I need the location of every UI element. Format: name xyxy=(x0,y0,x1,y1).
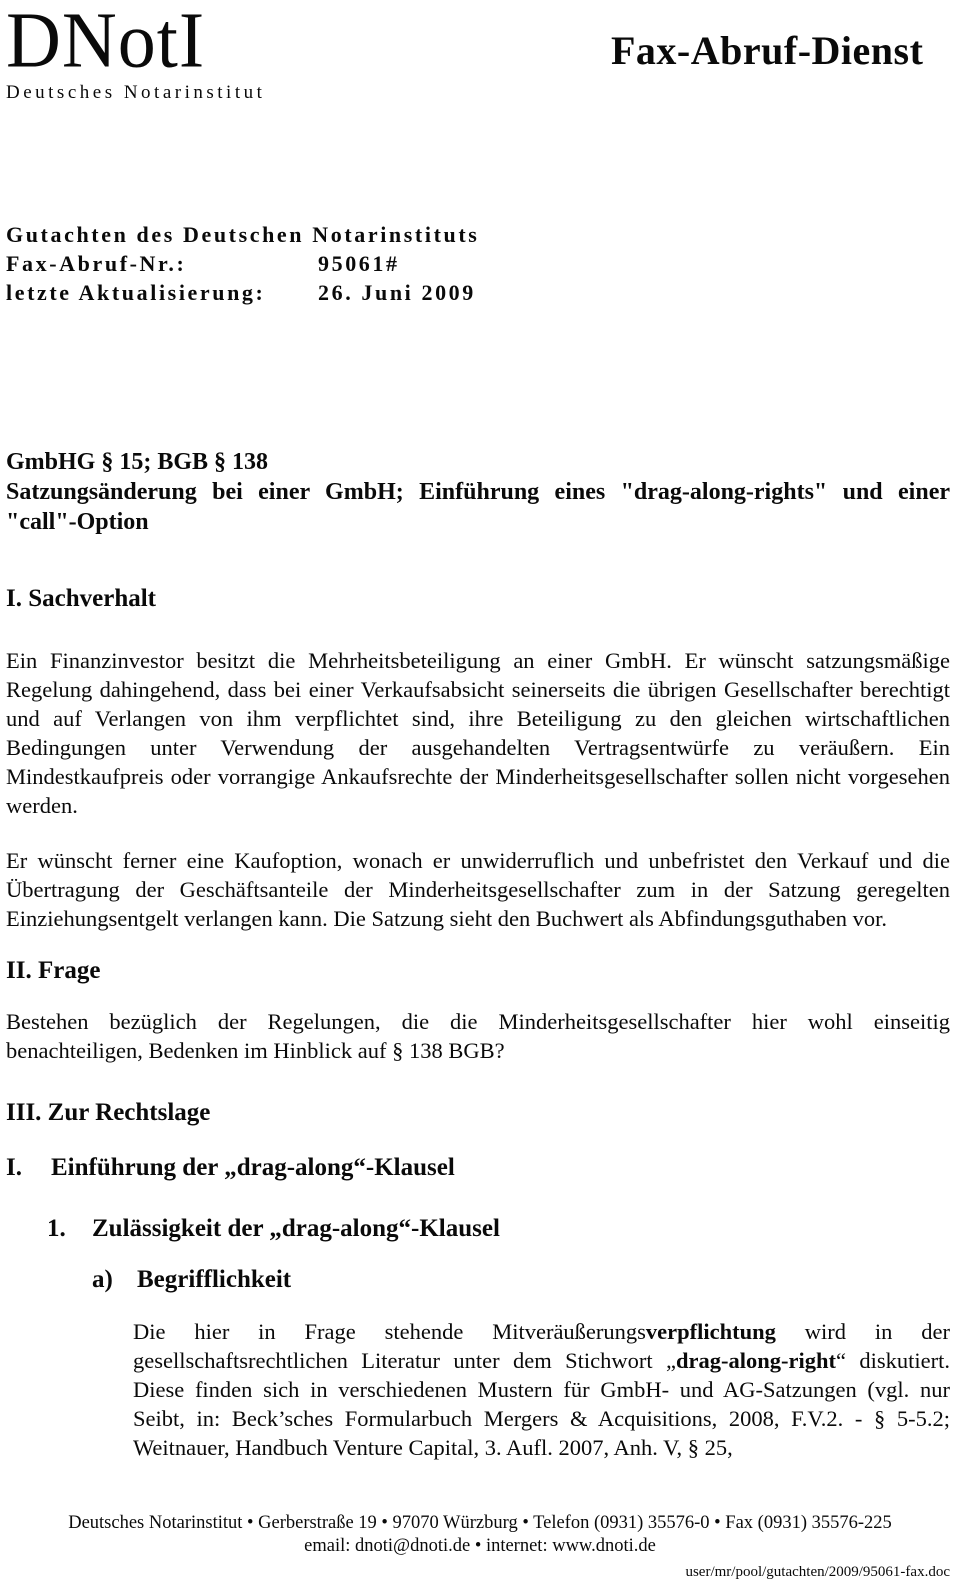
dnoti-logo-subtitle: Deutsches Notarinstitut xyxy=(6,81,266,103)
outline-heading-2 xyxy=(47,1215,950,1243)
footer-address-line: Deutsches Notarinstitut • Gerberstraße 19 • 97070 Würzburg • Telefon (0931) 35576-0 • Fax (0931) 35576-225 xyxy=(68,1513,892,1533)
frage-paragraph: Bestehen bezüglich der Regelungen, die die Minderheitsgesellschafter hier wohl einseitig benachteiligen, Bedenken im Hinblick auf § 138 BGB? xyxy=(6,1008,950,1063)
footer-contact-line: email: dnoti@dnoti.de • internet: www.dnoti.de xyxy=(304,1536,656,1556)
sachverhalt-paragraph-2: Er wünscht ferner eine Kaufoption, wonach er unwiderruflich und unbefristet den Verkauf und die Übertragung der Geschäftsanteile der Minderheitsgesellschafter zum in der Satzung geregelten Einziehungsentgelt verlangen kann. Die Satzung sieht den Buchwert als Abfindungsguthaben vor. xyxy=(6,847,950,931)
document-header xyxy=(6,0,950,104)
dnoti-logo-wordmark: DNotI xyxy=(6,0,206,85)
gutachten-title: Gutachten des Deutschen Notarinstituts xyxy=(6,221,480,247)
fax-abruf-nr-label: Fax-Abruf-Nr.: xyxy=(6,250,187,276)
outline-heading-3 xyxy=(92,1266,950,1294)
outline-number: 1. xyxy=(47,1214,66,1242)
outline-number: a) xyxy=(92,1265,113,1293)
fax-abruf-nr-value: 95061# xyxy=(318,250,400,276)
fax-abruf-nr-row xyxy=(6,249,950,278)
last-updated-row xyxy=(6,278,950,307)
rechtslage-body-paragraph: Die hier in Frage stehende Mitveräußerungsverpflichtung wird in der gesellschaftsrechtlichen Literatur unter dem Stichwort „drag-along-right“ diskutiert. Diese finden sich in verschiedenen Mustern für GmbH- und AG-Satzungen (vgl. nur Seibt, in: Beck’sches Formularbuch Mergers & Acquisitions, 2008, F.V.2. - § 5-5.2; Weitnauer, Handbuch Venture Capital, 3. Aufl. 2007, Anh. V, § 25, xyxy=(133,1318,950,1460)
outline-title: Einführung der „drag-along“-Klausel xyxy=(51,1153,455,1181)
service-title: Fax-Abruf-Dienst xyxy=(611,28,924,73)
document-file-path: user/mr/pool/gutachten/2009/95061-fax.doc xyxy=(685,1564,950,1580)
subject-title: Satzungsänderung bei einer GmbH; Einführung eines "drag-along-rights" und einer "call"-Option xyxy=(6,478,950,535)
gutachten-meta-block xyxy=(6,220,950,307)
last-updated-value: 26. Juni 2009 xyxy=(318,279,476,305)
document-footer xyxy=(0,1512,960,1558)
subject-block xyxy=(6,447,950,537)
outline-heading-1 xyxy=(6,1154,950,1182)
statutes-reference: GmbHG § 15; BGB § 138 xyxy=(6,448,269,475)
outline-title: Zulässigkeit der „drag-along“-Klausel xyxy=(92,1214,500,1242)
heading-frage: II. Frage xyxy=(6,956,101,984)
last-updated-label: letzte Aktualisierung: xyxy=(6,279,266,305)
sachverhalt-paragraph-1: Ein Finanzinvestor besitzt die Mehrheitsbeteiligung an einer GmbH. Er wünscht satzungsmäßige Regelung dahingehend, dass bei einer Verkaufsabsicht seinerseits die übrigen Gesellschafter berechtigt und auf Verlangen von ihm verpflichtet sind, ihre Beteiligung zu den gleichen wirtschaftlichen Bedingungen unter Verwendung der ausgehandelten Vertragsentwürfe zu veräußern. Ein Mindestkaufpreis oder vorrangige Ankaufsrechte der Minderheitsgesellschafter sollen nicht vorgesehen werden. xyxy=(6,647,950,818)
heading-sachverhalt: I. Sachverhalt xyxy=(6,584,156,612)
outline-title: Begrifflichkeit xyxy=(137,1265,292,1293)
heading-rechtslage: III. Zur Rechtslage xyxy=(6,1098,211,1126)
outline-number: I. xyxy=(6,1153,22,1181)
